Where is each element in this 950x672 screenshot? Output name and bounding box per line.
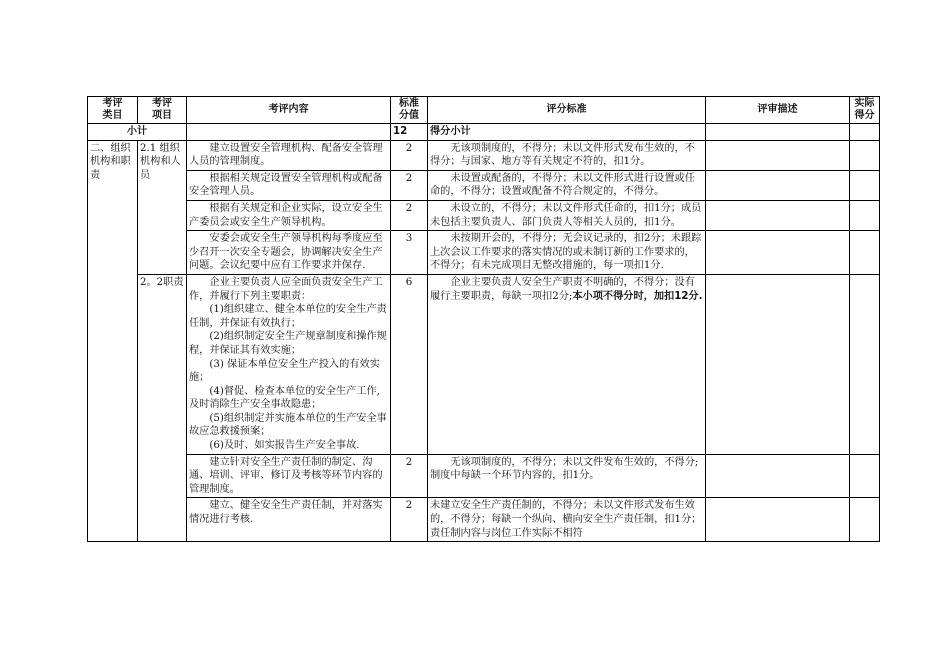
review-cell [706,231,850,275]
header-item: 考评 项目 [138,97,187,124]
content-list-item: (3) 保证本单位安全生产投入的有效实施； [189,358,380,384]
subtotal-criteria-label: 得分小计 [428,124,706,141]
table-row [88,274,880,454]
review-cell [706,274,850,454]
criteria-text: 企业主要负责人安全生产职责不明确的，不得分；没有履行主要职责，每缺一项扣2分; [430,276,695,302]
actual-score-cell [850,170,880,200]
header-category: 考评 类目 [88,97,138,124]
actual-score-cell [850,140,880,170]
header-content: 考评内容 [187,97,391,124]
score-cell: 6 [391,274,428,454]
content-cell: 建立针对安全生产责任制的制定、沟通、培训、评审、修订及考核等环节内容的管理制度。 [187,454,391,498]
review-cell [706,140,850,170]
table-row [88,170,880,200]
criteria-cell: 未设立的，不得分；未以文件形式任命的，扣1分；成员未包括主要负责人、部门负责人等相关人员的，扣1分。 [428,200,706,230]
review-cell [706,170,850,200]
criteria-bold-text: 本小项不得分时，加扣12分. [572,290,703,302]
criteria-cell: 未按期开会的，不得分；无会议记录的，扣2分；未跟踪上次会议工作要求的落实情况的或未制订新的工作要求的，不得分；有未完成项目无整改措施的，每一项扣1分. [428,231,706,275]
header-criteria: 评分标准 [428,97,706,124]
score-cell: 2 [391,200,428,230]
review-cell [706,454,850,498]
subtotal-row [88,124,880,141]
criteria-cell: 未建立安全生产责任制的，不得分；未以文件形式发布生效的，不得分；每缺一个纵向、横向安全生产责任制，扣1分；责任制内容与岗位工作实际不相符 [428,498,706,542]
content-intro: 企业主要负责人应全面负责安全生产工作，并履行下列主要职责： [189,276,383,302]
score-cell: 3 [391,231,428,275]
content-list-item: (2)组织制定安全生产规章制度和操作规程，并保证其有效实施； [189,331,387,356]
subtotal-actual-cell [850,124,880,141]
review-cell [706,200,850,230]
score-cell: 2 [391,140,428,170]
content-cell: 建立、健全安全生产责任制，并对落实情况进行考核. [187,498,391,542]
actual-score-cell [850,200,880,230]
table-row [88,231,880,275]
content-cell: 安委会或安全生产领导机构每季度应至少召开一次安全专题会，协调解决安全生产问题。会议纪要中应有工作要求并保存. [187,231,391,275]
score-cell: 2 [391,170,428,200]
header-actual-score: 实际 得分 [850,97,880,124]
actual-score-cell [850,274,880,454]
category-cell: 二、组织机构和职责 [88,140,138,542]
table-row [88,140,880,170]
content-cell: 根据相关规定设置安全管理机构或配备安全管理人员。 [187,170,391,200]
score-cell: 2 [391,454,428,498]
content-cell: 建立设置安全管理机构、配备安全管理人员的管理制度。 [187,140,391,170]
header-row [88,97,880,124]
content-list-item: (1)组织建立、健全本单位的安全生产责任制，并保证有效执行； [189,304,387,329]
score-cell: 2 [391,498,428,542]
subtotal-review-cell [706,124,850,141]
item-cell-2-1: 2.1 组织机构和人员 [138,140,187,274]
content-list-item: (5)组织制定并实施本单位的生产安全事故应急救援预案； [189,412,387,438]
criteria-cell: 无该项制度的，不得分；未以文件发布生效的，不得分;制度中每缺一个环节内容的，扣1分。 [428,454,706,498]
criteria-cell: 无该项制度的，不得分；未以文件形式发布生效的，不得分；与国家、地方等有关规定不符的，扣1分。 [428,140,706,170]
review-cell [706,498,850,542]
header-review: 评审描述 [706,97,850,124]
actual-score-cell [850,454,880,498]
criteria-cell: 未设置或配备的，不得分；未以文件形式进行设置或任命的，不得分；设置或配备不符合规定的，不得分。 [428,170,706,200]
item-cell-2-2: 2。2职责 [138,274,187,541]
table-row [88,454,880,498]
table-row [88,200,880,230]
subtotal-score: 12 [391,124,428,141]
content-cell [187,274,391,454]
header-standard-score: 标准 分值 [391,97,428,124]
table-row [88,498,880,542]
actual-score-cell [850,498,880,542]
actual-score-cell [850,231,880,275]
content-list-item: (4)督促、检查本单位的安全生产工作,及时消除生产安全事故隐患； [189,385,380,411]
evaluation-table [87,96,880,542]
subtotal-content-cell [187,124,391,141]
content-cell: 根据有关规定和企业实际，设立安全生产委员会或安全生产领导机构。 [187,200,391,230]
subtotal-label: 小计 [88,124,187,141]
criteria-cell [428,274,706,454]
content-list-item: (6)及时、如实报告生产安全事故. [209,440,360,452]
